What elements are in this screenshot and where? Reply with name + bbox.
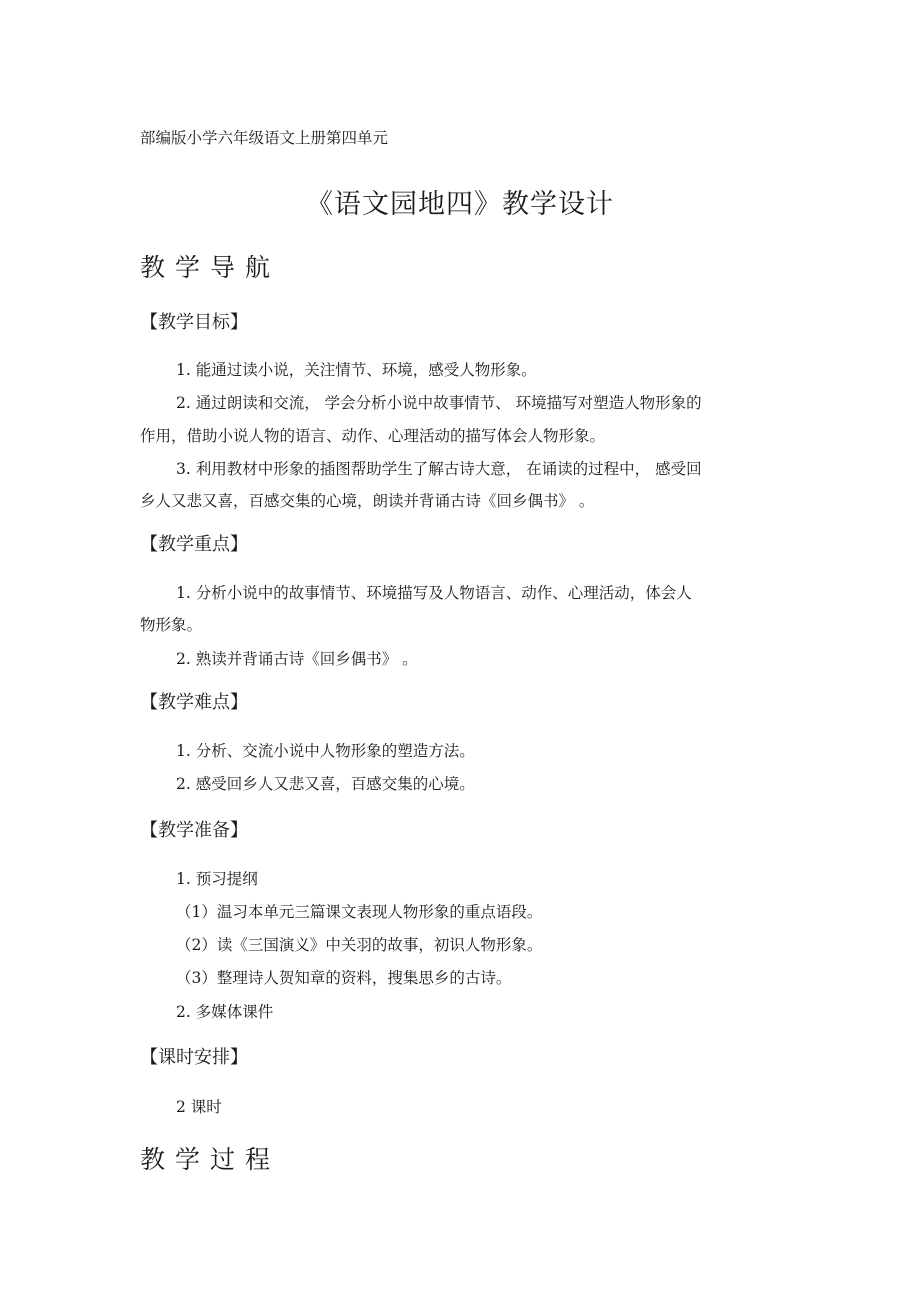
schedule-heading: 【课时安排】: [140, 1047, 248, 1068]
section-heading-process: 教学过程: [140, 1145, 281, 1174]
preparation-heading: 【教学准备】: [140, 820, 248, 841]
key-points-item-1-continued: 物形象。: [140, 616, 203, 634]
preparation-sub-2: （2）读《三国演义》中关羽的故事，初识人物形象。: [176, 936, 543, 954]
goals-item-3-continued: 乡人又悲又喜，百感交集的心境，朗读并背诵古诗《回乡偶书》 。: [140, 492, 595, 510]
goals-heading: 【教学目标】: [140, 312, 248, 333]
preparation-sub-1: （1）温习本单元三篇课文表现人物形象的重点语段。: [176, 903, 543, 921]
preparation-item-2: 2. 多媒体课件: [176, 1003, 274, 1021]
goals-item-1: 1. 能通过读小说，关注情节、环境，感受人物形象。: [176, 361, 537, 379]
schedule-value: 2 课时: [176, 1098, 222, 1116]
goals-item-2: 2. 通过朗读和交流， 学会分析小说中故事情节、 环境描写对塑造人物形象的: [176, 394, 702, 412]
difficulties-item-2: 2. 感受回乡人又悲又喜，百感交集的心境。: [176, 775, 475, 793]
document-title: 《语文园地四》教学设计: [306, 189, 614, 220]
difficulties-heading: 【教学难点】: [140, 692, 248, 713]
difficulties-item-1: 1. 分析、交流小说中人物形象的塑造方法。: [176, 742, 475, 760]
key-points-item-1: 1. 分析小说中的故事情节、环境描写及人物语言、动作、心理活动，体会人: [176, 584, 692, 602]
key-points-heading: 【教学重点】: [140, 534, 248, 555]
goals-item-3: 3. 利用教材中形象的插图帮助学生了解古诗大意， 在诵读的过程中， 感受回: [176, 460, 702, 478]
preparation-sub-3: （3）整理诗人贺知章的资料，搜集思乡的古诗。: [176, 969, 512, 987]
goals-item-2-continued: 作用，借助小说人物的语言、动作、心理活动的描写体会人物形象。: [140, 427, 606, 445]
section-heading-guide: 教学导航: [140, 253, 281, 282]
preparation-item-1: 1. 预习提纲: [176, 870, 258, 888]
key-points-item-2: 2. 熟读并背诵古诗《回乡偶书》 。: [176, 650, 418, 668]
document-subtitle: 部编版小学六年级语文上册第四单元: [140, 129, 389, 147]
